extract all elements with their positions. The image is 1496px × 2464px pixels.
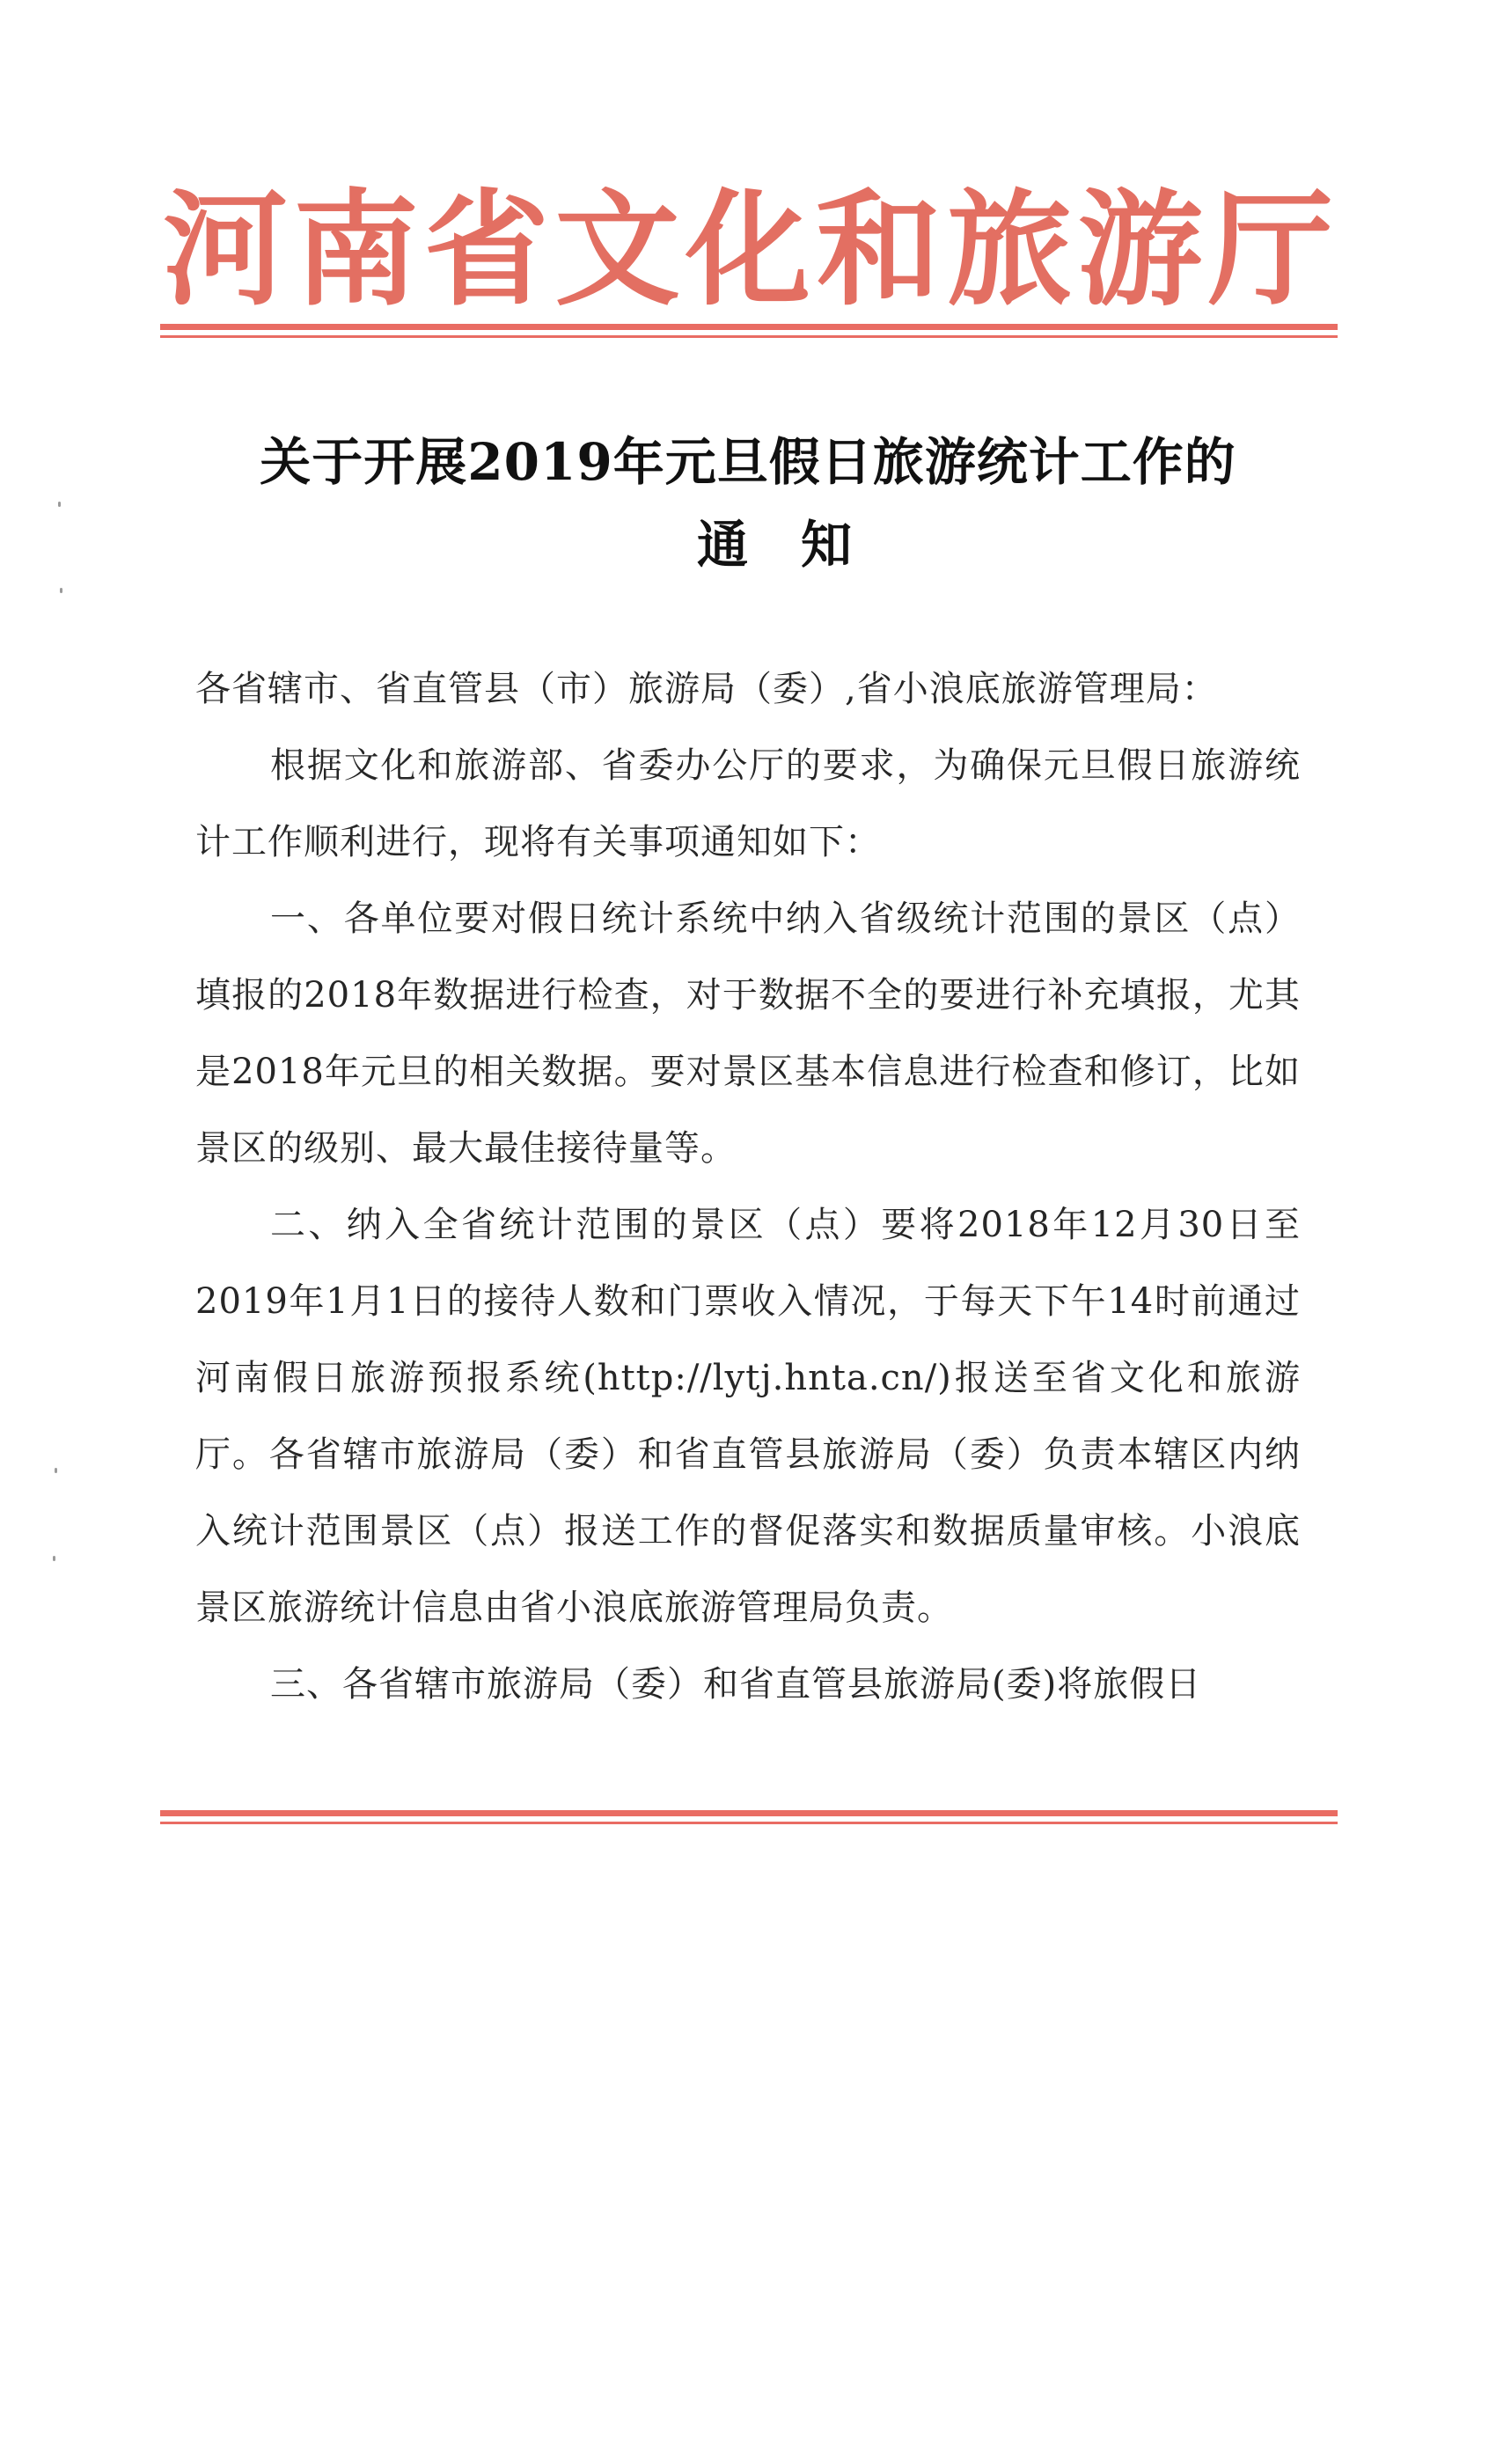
- document-body: [195, 651, 1301, 1723]
- document-title-continued: 通知: [696, 515, 905, 575]
- body-paragraph: 二、纳入全省统计范围的景区（点）要将2018年12月30日至2019年1月1日的接待人数和门票收入情况，于每天下午14时前通过河南假日旅游预报系统(http://lytj.hnta.cn/)报送至省文化和旅游厅。各省辖市旅游局（委）和省直管县旅游局（委）负责本辖区内纳入统计范围景区（点）报送工作的督促落实和数据质量审核。小浪底景区旅游统计信息由省小浪底旅游管理局负责。: [195, 1205, 1301, 1628]
- body-paragraph: 一、各单位要对假日统计系统中纳入省级统计范围的景区（点）填报的2018年数据进行检查，对于数据不全的要进行补充填报，尤其是2018年元旦的相关数据。要对景区基本信息进行检查和修订，比如景区的级别、最大最佳接待量等。: [195, 898, 1301, 1169]
- document-title: 关于开展2019年元旦假日旅游统计工作的: [260, 432, 1236, 492]
- letterhead-char: 省: [424, 178, 549, 323]
- letterhead-char: 化: [686, 178, 810, 323]
- letterhead-char: 旅: [947, 178, 1072, 323]
- letterhead-char: 游: [1077, 178, 1203, 323]
- salutation: 各省辖市、省直管县（市）旅游局（委）,省小浪底旅游管理局：: [195, 669, 1218, 709]
- letterhead-char: 河: [163, 178, 288, 323]
- body-paragraph: 三、各省辖市旅游局（委）和省直管县旅游局(委)将旅假日: [270, 1664, 1202, 1705]
- letterhead-char: 和: [816, 178, 942, 323]
- footer-divider: [160, 1810, 1338, 1824]
- body-paragraph: 根据文化和旅游部、省委办公厅的要求，为确保元旦假日旅游统计工作顺利进行，现将有关事项通知如下：: [195, 745, 1301, 862]
- letterhead: [163, 180, 1333, 321]
- letterhead-char: 南: [293, 178, 419, 323]
- letterhead-char: 厅: [1208, 178, 1333, 323]
- letterhead-char: 文: [554, 178, 680, 323]
- letterhead-divider: [160, 324, 1338, 338]
- blank-area: [0, 2042, 1496, 2464]
